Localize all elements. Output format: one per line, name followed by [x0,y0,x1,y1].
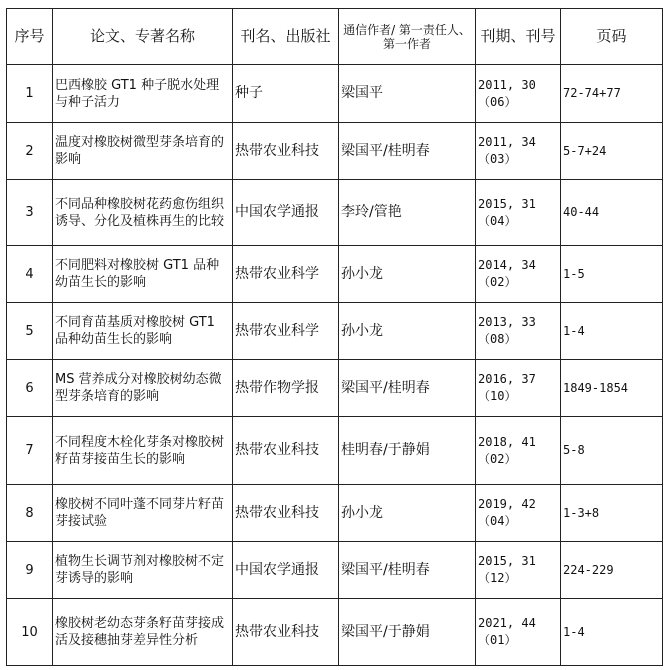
row-journal-cell: 中国农学通报 [233,180,339,246]
header-pages: 页码 [561,9,663,65]
row-issue-cell: 2013, 33（08） [476,303,561,360]
row-author-cell: 孙小龙 [339,485,476,542]
row-issue-cell: 2018, 41（02） [476,417,561,485]
row-seq-cell: 2 [7,123,53,180]
row-seq-cell: 4 [7,246,53,303]
row-journal-cell: 热带农业科学 [233,303,339,360]
row-journal-cell: 热带农业科技 [233,485,339,542]
row-title-cell: 橡胶树不同叶蓬不同芽片籽苗芽接试验 [53,485,233,542]
table-row [7,542,663,599]
table-row [7,360,663,417]
row-issue-cell: 2015, 31（12） [476,542,561,599]
row-seq-cell: 3 [7,180,53,246]
header-author: 通信作者/ 第一责任人、 第一作者 [339,9,476,65]
row-author-cell: 孙小龙 [339,303,476,360]
table-row [7,246,663,303]
row-title-cell: 橡胶树老幼态芽条籽苗芽接成活及接穗抽芽差异性分析 [53,599,233,666]
row-issue-cell: 2011, 30（06） [476,65,561,123]
row-journal-cell: 热带农业科技 [233,417,339,485]
row-journal-cell: 热带农业科技 [233,599,339,666]
table-row [7,303,663,360]
row-seq-cell: 8 [7,485,53,542]
row-title-cell: MS 营养成分对橡胶树幼态微型芽条培育的影响 [53,360,233,417]
table-row [7,180,663,246]
row-author-cell: 梁国平/桂明春 [339,542,476,599]
header-row [7,9,663,65]
table-row [7,599,663,666]
row-pages-cell: 72-74+77 [561,65,663,123]
row-issue-cell: 2019, 42（04） [476,485,561,542]
header-seq: 序号 [7,9,53,65]
header-journal: 刊名、出版社 [233,9,339,65]
row-issue-cell: 2016, 37（10） [476,360,561,417]
row-journal-cell: 中国农学通报 [233,542,339,599]
row-seq-cell: 1 [7,65,53,123]
row-title-cell: 不同程度木栓化芽条对橡胶树籽苗芽接苗生长的影响 [53,417,233,485]
table-row [7,123,663,180]
row-issue-cell: 2011, 34（03） [476,123,561,180]
row-pages-cell: 5-7+24 [561,123,663,180]
row-title-cell: 植物生长调节剂对橡胶树不定芽诱导的影响 [53,542,233,599]
table-row [7,417,663,485]
row-title-cell: 不同肥料对橡胶树 GT1 品种幼苗生长的影响 [53,246,233,303]
row-journal-cell: 种子 [233,65,339,123]
table-row [7,65,663,123]
row-title-cell: 不同育苗基质对橡胶树 GT1 品种幼苗生长的影响 [53,303,233,360]
row-pages-cell: 1-3+8 [561,485,663,542]
header-issue: 刊期、刊号 [476,9,561,65]
row-seq-cell: 9 [7,542,53,599]
row-title-cell: 不同品种橡胶树花药愈伤组织诱导、分化及植株再生的比较 [53,180,233,246]
row-author-cell: 梁国平/桂明春 [339,123,476,180]
row-pages-cell: 1-5 [561,246,663,303]
row-pages-cell: 1849-1854 [561,360,663,417]
row-author-cell: 孙小龙 [339,246,476,303]
row-pages-cell: 1-4 [561,303,663,360]
row-seq-cell: 7 [7,417,53,485]
row-pages-cell: 40-44 [561,180,663,246]
row-issue-cell: 2015, 31（04） [476,180,561,246]
row-title-cell: 巴西橡胶 GT1 种子脱水处理与种子活力 [53,65,233,123]
header-title: 论文、专著名称 [53,9,233,65]
row-title-cell: 温度对橡胶树微型芽条培育的影响 [53,123,233,180]
publication-table [6,8,663,666]
row-journal-cell: 热带农业科学 [233,246,339,303]
row-journal-cell: 热带农业科技 [233,123,339,180]
row-pages-cell: 224-229 [561,542,663,599]
row-seq-cell: 5 [7,303,53,360]
row-pages-cell: 5-8 [561,417,663,485]
row-issue-cell: 2021, 44（01） [476,599,561,666]
row-pages-cell: 1-4 [561,599,663,666]
row-author-cell: 桂明春/于静娟 [339,417,476,485]
row-seq-cell: 10 [7,599,53,666]
row-seq-cell: 6 [7,360,53,417]
row-issue-cell: 2014, 34（02） [476,246,561,303]
row-author-cell: 梁国平 [339,65,476,123]
row-author-cell: 梁国平/桂明春 [339,360,476,417]
row-journal-cell: 热带作物学报 [233,360,339,417]
row-author-cell: 梁国平/于静娟 [339,599,476,666]
row-author-cell: 李玲/管艳 [339,180,476,246]
table-row [7,485,663,542]
